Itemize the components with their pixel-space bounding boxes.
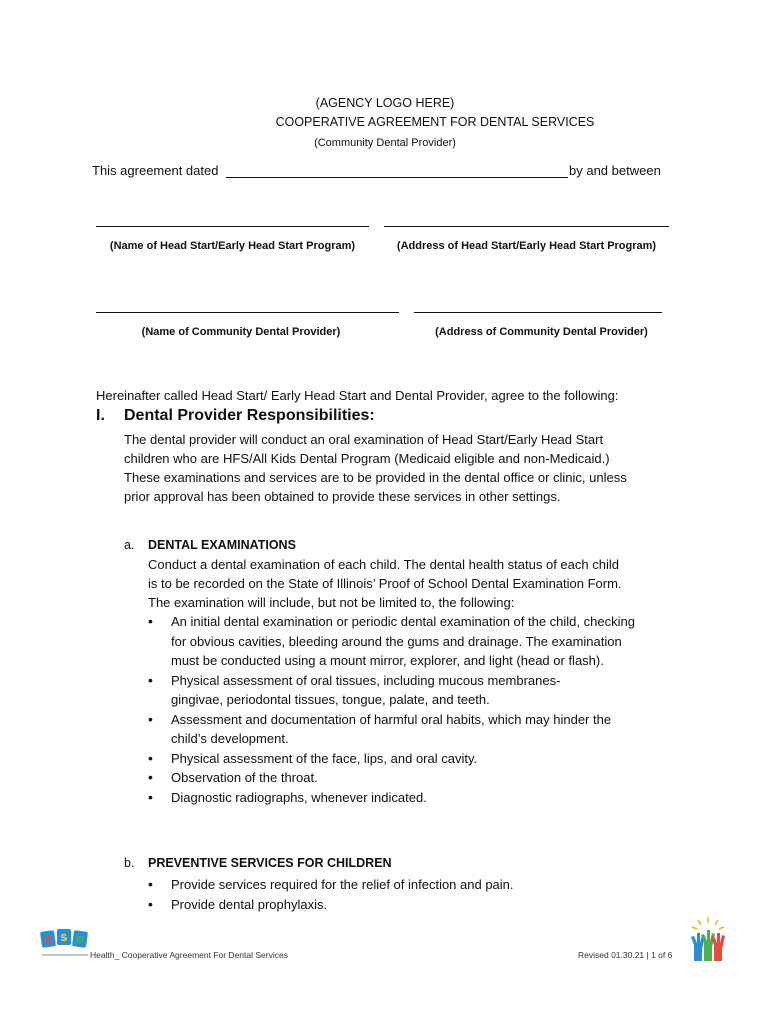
bullet-item: • Provide dental prophylaxis.	[145, 895, 645, 915]
logo-placeholder: (AGENCY LOGO HERE)	[315, 96, 455, 110]
document-title: COOPERATIVE AGREEMENT FOR DENTAL SERVICES	[275, 115, 595, 129]
intro-text: Hereinafter called Head Start/ Early Head Start and Dental Provider, agree to the following:	[96, 388, 619, 403]
document-subtitle: (Community Dental Provider)	[314, 137, 456, 149]
subsection-a-body-line: Conduct a dental examination of each child. The dental health status of each child	[148, 557, 619, 572]
subsection-a-body	[148, 555, 622, 612]
section-body-line: These examinations and services are to be provided in the dental office or clinic, unless	[124, 470, 627, 485]
section-body	[124, 430, 627, 506]
section-body-line: The dental provider will conduct an oral examination of Head Start/Early Head Start	[124, 432, 604, 447]
subsection-b-bullets	[145, 875, 645, 914]
subsection-b-label: b.	[124, 856, 135, 870]
bullet-item: • Assessment and documentation of harmful oral habits, which may hinder the child’s development.	[145, 710, 631, 749]
bullet-item: • Provide services required for the relief of infection and pain.	[145, 875, 645, 895]
bullet-item: • Diagnostic radiographs, whenever indicated.	[145, 788, 645, 808]
provider-address-field[interactable]	[414, 312, 662, 313]
footer-left-text: Health_ Cooperative Agreement For Dental Services	[90, 950, 288, 960]
subsection-a-body-line: The examination will include, but not be limited to, the following:	[148, 595, 515, 610]
section-body-line: prior approval has been obtained to provide these services in other settings.	[124, 489, 561, 504]
provider-name-label: (Name of Community Dental Provider)	[141, 326, 341, 338]
provider-name-field[interactable]	[96, 312, 399, 313]
svg-text:D: D	[75, 935, 85, 946]
bullet-item: • Observation of the throat.	[145, 768, 645, 788]
subsection-a-body-line: is to be recorded on the State of Illinois’ Proof of School Dental Examination Form.	[148, 576, 622, 591]
agreement-date-field[interactable]	[226, 177, 568, 178]
footer-right-text: Revised 01.30.21 | 1 of 6	[578, 950, 673, 960]
agreement-prefix: This agreement dated	[92, 163, 219, 178]
subsection-a-label: a.	[124, 538, 135, 552]
section-title: Dental Provider Responsibilities:	[124, 407, 375, 424]
provider-address-label: (Address of Community Dental Provider)	[435, 326, 648, 338]
subsection-b-title: PREVENTIVE SERVICES FOR CHILDREN	[148, 856, 392, 870]
headstart-name-field[interactable]	[96, 226, 369, 227]
bullet-item: • An initial dental examination or periodic dental examination of the child, checking for obvious cavities, bleeding around the gums and drainage. The examination must be conducted using a mount mirror, explorer, and light (head or flash).	[145, 612, 645, 671]
headstart-address-label: (Address of Head Start/Early Head Start Program)	[396, 240, 657, 252]
csd-logo	[40, 927, 90, 961]
subsection-a-bullets	[145, 612, 645, 807]
svg-text:C: C	[44, 935, 52, 946]
hands-logo-icon	[688, 915, 728, 963]
bullet-item: • Physical assessment of oral tissues, including mucous membranes- gingivae, periodontal tissues, tongue, palate, and teeth.	[145, 671, 591, 710]
subsection-a-title: DENTAL EXAMINATIONS	[148, 538, 296, 552]
bullet-item: • Physical assessment of the face, lips, and oral cavity.	[145, 749, 645, 769]
section-body-line: children who are HFS/All Kids Dental Program (Medicaid eligible and non-Medicaid.)	[124, 451, 610, 466]
section-number: I.	[96, 407, 105, 424]
agreement-suffix: by and between	[569, 163, 661, 178]
headstart-address-field[interactable]	[384, 226, 669, 227]
headstart-name-label: (Name of Head Start/Early Head Start Program)	[109, 240, 356, 252]
svg-text:S: S	[60, 933, 68, 944]
